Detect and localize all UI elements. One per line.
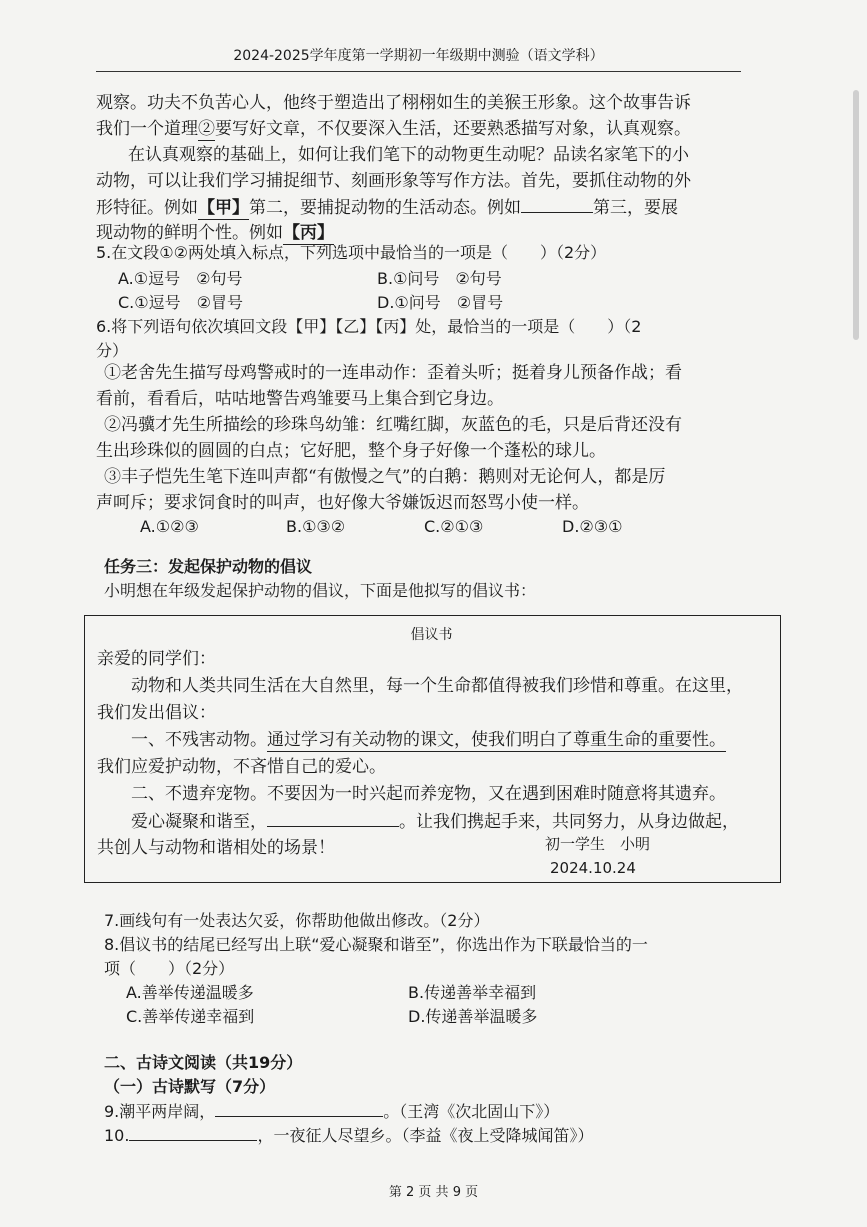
passage-line-1: 观察。功夫不负苦心人，他终于塑造出了栩栩如生的美猴王形象。这个故事告诉 [96, 93, 691, 113]
q6-sentence-2a: ②冯骥才先生所描绘的珍珠鸟幼雏：红嘴红脚，灰蓝色的毛，只是后背还没有 [104, 415, 682, 435]
proposal-letter-box [84, 615, 781, 883]
passage-line-5b: 第二，要捕捉动物的生活动态。例如 [249, 198, 521, 218]
section-2-title: 二、古诗文阅读（共19分） [104, 1053, 303, 1072]
letter-p4a: 爱心凝聚和谐至， [131, 812, 267, 832]
q9-blank [215, 1100, 383, 1117]
q8-stem-2: 项（ ）（2分） [104, 959, 235, 978]
q10 [104, 1124, 593, 1147]
blank-yi [521, 196, 593, 213]
q6-stem-1: 6.将下列语句依次填回文段【甲】【乙】【丙】处，最恰当的一项是（ ）（2 [96, 317, 642, 336]
letter-p4b: 。让我们携起手来，共同努力，从身边做起， [399, 812, 739, 832]
q6-sentence-2b: 生出珍珠似的圆圆的白点；它好肥，整个身子好像一个蓬松的球儿。 [96, 441, 606, 461]
task3-title: 任务三：发起保护动物的倡议 [104, 557, 313, 576]
passage-line-5 [96, 196, 678, 219]
letter-p3: 二、不遗弃宠物。不要因为一时兴起而养宠物，又在遇到困难时随意将其遗弃。 [131, 784, 726, 804]
letter-greeting: 亲爱的同学们： [97, 649, 216, 669]
letter-p2a: 一、不残害动物。 [131, 730, 267, 750]
q6-sentence-1b: 看前，看看后，咕咕地警告鸡雏要马上集合到它身边。 [96, 389, 504, 409]
q6-option-c[interactable]: C.②①③ [424, 517, 484, 536]
q6-option-d[interactable]: D.②③① [562, 517, 623, 536]
letter-signature: 初一学生 小明 [545, 835, 651, 853]
passage-line-3: 在认真观察的基础上，如何让我们笔下的动物更生动呢？品读名家笔下的小 [128, 145, 689, 165]
letter-p4c: 共创人与动物和谐相处的场景！ [97, 838, 335, 858]
blank-mark-2: ② [198, 119, 215, 139]
passage-line-5c: 第三，要展 [593, 198, 678, 218]
q10-line: ，一夜征人尽望乡。（李益《夜上受降城闻笛》） [257, 1126, 594, 1145]
blank-jia: 【甲】 [198, 198, 249, 218]
q6-sentence-3b: 声呵斥；要求饲食时的叫声，也好像大爷嫌饭迟而怒骂小使一样。 [96, 493, 589, 513]
passage-line-2b: 要写好文章，不仅要深入生活，还要熟悉描写对象，认真观察。 [215, 119, 691, 139]
q6-sentence-1a: ①老舍先生描写母鸡警戒时的一连串动作：歪着头听；挺着身儿预备作战；看 [104, 363, 682, 383]
q8-option-c[interactable]: C.善举传递幸福到 [126, 1007, 255, 1026]
passage-line-6a: 现动物的鲜明个性。例如 [96, 223, 283, 243]
q6-option-a[interactable]: A.①②③ [140, 517, 199, 536]
q9-line: 9.潮平两岸阔， [104, 1102, 216, 1121]
q10-number: 10. [104, 1126, 130, 1145]
q8-stem-1: 8.倡议书的结尾已经写出上联“爱心凝聚和谐至”，你选出作为下联最恰当的一 [104, 935, 648, 954]
q8-option-d[interactable]: D.传递善举温暖多 [408, 1007, 538, 1026]
q7-stem: 7.画线句有一处表达欠妥，你帮助他做出修改。（2分） [104, 911, 490, 930]
q5-option-d[interactable]: D.①问号 ②冒号 [377, 293, 504, 312]
passage-line-2 [96, 118, 691, 140]
passage-line-5a: 形特征。例如 [96, 198, 198, 218]
letter-date: 2024.10.24 [550, 859, 636, 877]
passage-line-2a: 我们一个道理 [96, 119, 198, 139]
couplet-blank [267, 810, 399, 827]
q5-option-a[interactable]: A.①逗号 ②句号 [118, 269, 243, 288]
passage-line-4: 动物，可以让我们学习捕捉细节、刻画形象等写作方法。首先，要抓住动物的外 [96, 171, 691, 191]
q5-option-c[interactable]: C.①逗号 ②冒号 [118, 293, 243, 312]
letter-p2 [131, 729, 726, 751]
q6-sentence-3a: ③丰子恺先生笔下连叫声都“有傲慢之气”的白鹅：鹅则对无论何人，都是厉 [104, 467, 666, 487]
passage-line-6 [96, 222, 334, 244]
exam-header: 2024-2025学年度第一学期初一年级期中测验（语文学科） [96, 45, 741, 72]
letter-p1b: 我们发出倡议： [97, 703, 216, 723]
section-2-subtitle: （一）古诗默写（7分） [104, 1077, 276, 1096]
q6-option-b[interactable]: B.①③② [286, 517, 346, 536]
letter-p2b: 我们应爱护动物，不吝惜自己的爱心。 [97, 757, 386, 777]
q9 [104, 1100, 559, 1123]
q5-option-b[interactable]: B.①问号 ②句号 [377, 269, 502, 288]
page-edge-shadow [853, 90, 859, 340]
page-number: 第 2 页 共 9 页 [388, 1185, 479, 1200]
task3-intro: 小明想在年级发起保护动物的倡议，下面是他拟写的倡议书： [104, 581, 537, 600]
q8-option-b[interactable]: B.传递善举幸福到 [408, 983, 537, 1002]
letter-p1a: 动物和人类共同生活在大自然里，每一个生命都值得被我们珍惜和尊重。在这里， [131, 676, 743, 696]
letter-title: 倡议书 [410, 627, 453, 643]
q9-source: 。（王湾《次北固山下》） [383, 1102, 560, 1121]
q10-blank [129, 1124, 257, 1141]
letter-p4 [131, 810, 739, 833]
blank-bing: 【丙】 [283, 223, 334, 243]
q8-option-a[interactable]: A.善举传递温暖多 [126, 983, 254, 1002]
q6-stem-2: 分） [96, 341, 129, 360]
underlined-sentence: 通过学习有关动物的课文，使我们明白了尊重生命的重要性。 [267, 730, 726, 750]
q5-stem: 5.在文段①②两处填入标点，下列选项中最恰当的一项是（ ）（2分） [96, 243, 607, 262]
